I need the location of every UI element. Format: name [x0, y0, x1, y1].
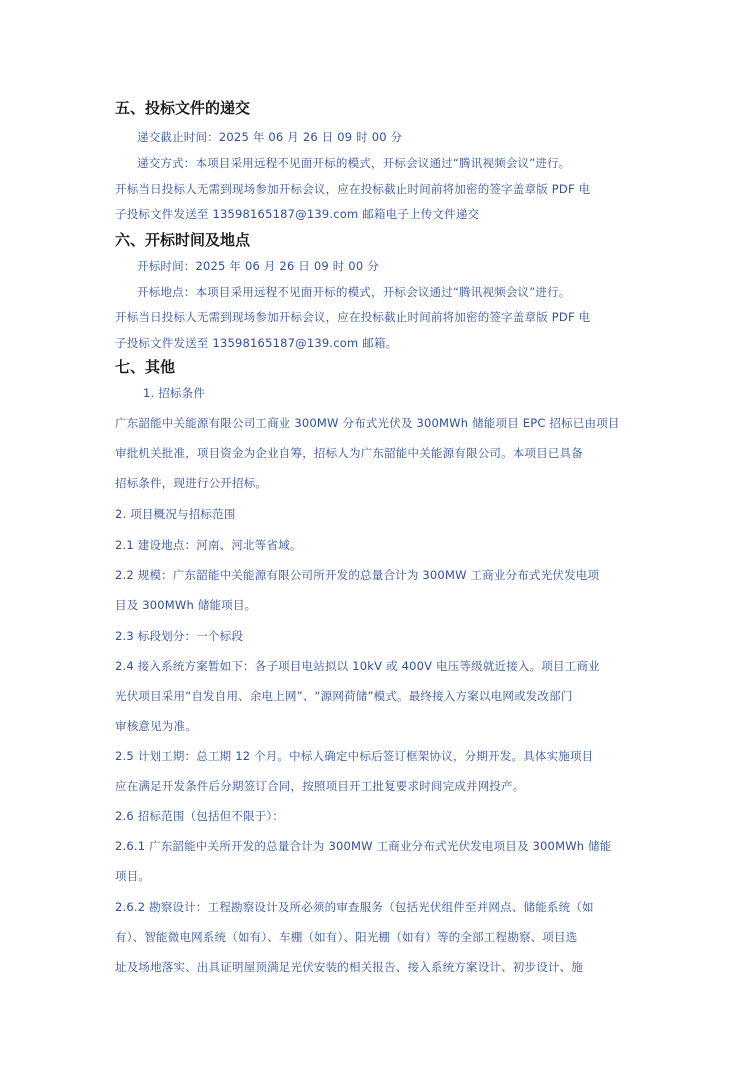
opening-time: 开标时间：2025 年 06 月 26 日 09 时 00 分 — [137, 259, 379, 273]
opening-place-line-2: 开标当日投标人无需到现场参加开标会议，应在投标截止时间前将加密的签字盖章版 PDF 电 — [115, 310, 591, 324]
submission-method-line-2: 开标当日投标人无需到现场参加开标会议，应在投标截止时间前将加密的签字盖章版 PDF 电 — [115, 182, 591, 196]
submission-deadline: 递交截止时间：2025 年 06 月 26 日 09 时 00 分 — [137, 130, 403, 144]
submission-method-line-1: 递交方式：本项目采用远程不见面开标的模式，开标会议通过“腾讯视频会议”进行。 — [137, 156, 571, 170]
submission-method-line-3: 子投标文件发送至 13598165187@139.com 邮箱电子上传文件递交 — [115, 207, 480, 221]
section-5-heading: 五、投标文件的递交 — [115, 99, 251, 117]
scope-item-2-line-1: 2.6.2 勘察设计：工程勘察设计及所必须的审查服务（包括光伏组件至并网点、储能系统（如 — [115, 900, 594, 914]
scope-item-1-line-2: 项目。 — [115, 869, 151, 883]
scope-item-2-line-2: 有）、智能微电网系统（如有）、车棚（如有）、阳光棚（如有）等的全部工程勘察、项目选 — [115, 930, 578, 944]
access-scheme-line-3: 审核意见为准。 — [115, 719, 197, 733]
opening-place-line-3: 子投标文件发送至 13598165187@139.com 邮箱。 — [115, 336, 398, 350]
section-6-heading: 六、开标时间及地点 — [115, 231, 251, 249]
opening-place-line-1: 开标地点：本项目采用远程不见面开标的模式，开标会议通过“腾讯视频会议”进行。 — [137, 285, 571, 299]
tender-scope-heading: 2.6 招标范围（包括但不限于）： — [115, 809, 285, 823]
construction-site: 2.1 建设地点：河南、河北等省域。 — [115, 538, 302, 552]
section-7-heading: 七、其他 — [115, 358, 176, 376]
lot-division: 2.3 标段划分：一个标段 — [115, 629, 244, 643]
scope-item-1-line-1: 2.6.1 广东韶能中关所开发的总量合计为 300MW 工商业分布式光伏发电项目及 300MWh 储能 — [115, 839, 612, 853]
tender-conditions-heading: 1. 招标条件 — [143, 386, 206, 400]
tender-conditions-line-2: 审批机关批准，项目资金为企业自筹，招标人为广东韶能中关能源有限公司。本项目已具备 — [115, 446, 583, 460]
project-overview-heading: 2. 项目概况与招标范围 — [115, 507, 236, 521]
access-scheme-line-2: 光伏项目采用“自发自用、余电上网”、“源网荷储”模式。最终接入方案以电网或发改部门 — [115, 689, 573, 703]
access-scheme-line-1: 2.4 接入系统方案暂如下：各子项目电站拟以 10kV 或 400V 电压等级就近接入。项目工商业 — [115, 659, 600, 673]
schedule-line-2: 应在满足开发条件后分期签订合同，按照项目开工批复要求时间完成并网投产。 — [115, 779, 525, 793]
tender-conditions-line-1: 广东韶能中关能源有限公司工商业 300MW 分布式光伏及 300MWh 储能项目 EPC 招标已由项目 — [115, 416, 620, 430]
scope-item-2-line-3: 址及场地落实、出具证明屋顶满足光伏安装的相关报告、接入系统方案设计、初步设计、施 — [115, 960, 583, 974]
tender-conditions-line-3: 招标条件，现进行公开招标。 — [115, 476, 268, 490]
scale-line-2: 目及 300MWh 储能项目。 — [115, 598, 257, 612]
scale-line-1: 2.2 规模：广东韶能中关能源有限公司所开发的总量合计为 300MW 工商业分布式光伏发电项 — [115, 568, 600, 582]
schedule-line-1: 2.5 计划工期：总工期 12 个月。中标人确定中标后签订框架协议，分期开发。具体实施项目 — [115, 749, 594, 763]
